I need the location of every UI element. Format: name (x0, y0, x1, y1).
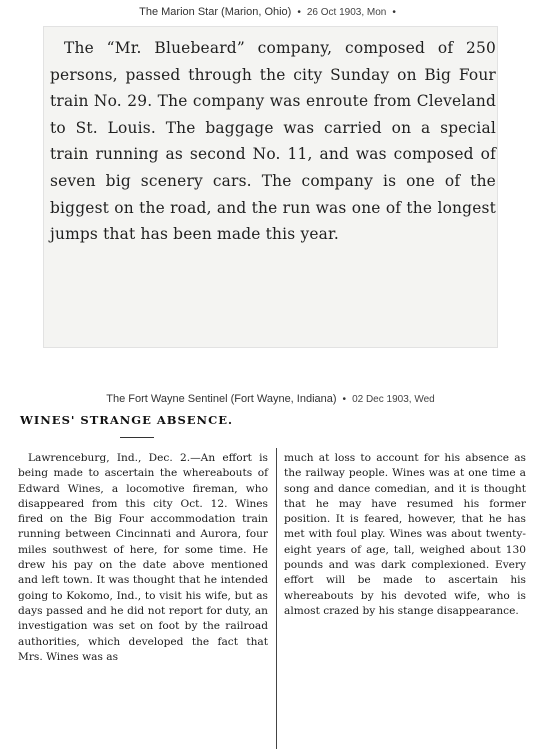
clipping1-separator: • (297, 6, 301, 18)
clipping1-trailing-separator: • (392, 6, 396, 18)
clipping1-source-bar (0, 2, 541, 22)
clipping2-image (0, 408, 541, 749)
clipping1-newspaper-name: The Marion Star (Marion, Ohio) (139, 6, 292, 18)
clipping2-newspaper-name: The Fort Wayne Sentinel (Fort Wayne, Indiana) (106, 393, 337, 405)
clipping2-source-bar (0, 389, 541, 409)
clipping2-headline: WINES' STRANGE ABSENCE. (20, 413, 233, 427)
clipping2-date: 02 Dec 1903, Wed (352, 393, 435, 405)
clipping1-image (43, 26, 498, 348)
column-divider (276, 448, 277, 749)
clipping2-column-right: much at loss to account for his absence as the railway people. Wines was at one time a song and dance comedian, and it is thought that he may have resumed his former position. It is feared, however, that he has met with foul play. Wines was about twenty-eight years of age, tall, weighed about 130 pounds and was dark complexioned. Every effort will be made to ascertain his whereabouts by his devoted wife, who is almost crazed by his stange disappearance. (284, 452, 526, 617)
clipping1-article-text: The “Mr. Bluebeard” company, composed of 250 persons, passed through the city Sunday on Big Four train No. 29. The company was enroute from Cleveland to St. Louis. The baggage was carried on a special train running as second No. 11, and was composed of seven big scenery cars. The company is one of the biggest on the road, and the run was one of the longest jumps that has been made this year. (50, 39, 496, 244)
headline-rule (120, 437, 154, 438)
clipping2-column-left: Lawrenceburg, Ind., Dec. 2.—An effort is being made to ascertain the whereabouts of Edward Wines, a locomotive fireman, who disappeared from this city Oct. 12. Wines fired on the Big Four accommodation train running between Cincinnati and Aurora, four miles southwest of here, for some time. He drew his pay on the date above mentioned and left town. It was thought that he intended going to Kokomo, Ind., to visit his wife, but as days passed and he did not report for duty, an investigation was set on foot by the railroad authorities, which developed the fact that Mrs. Wines was as (18, 452, 268, 663)
clipping2-separator: • (342, 393, 347, 405)
clipping1-date: 26 Oct 1903, Mon (306, 6, 387, 18)
